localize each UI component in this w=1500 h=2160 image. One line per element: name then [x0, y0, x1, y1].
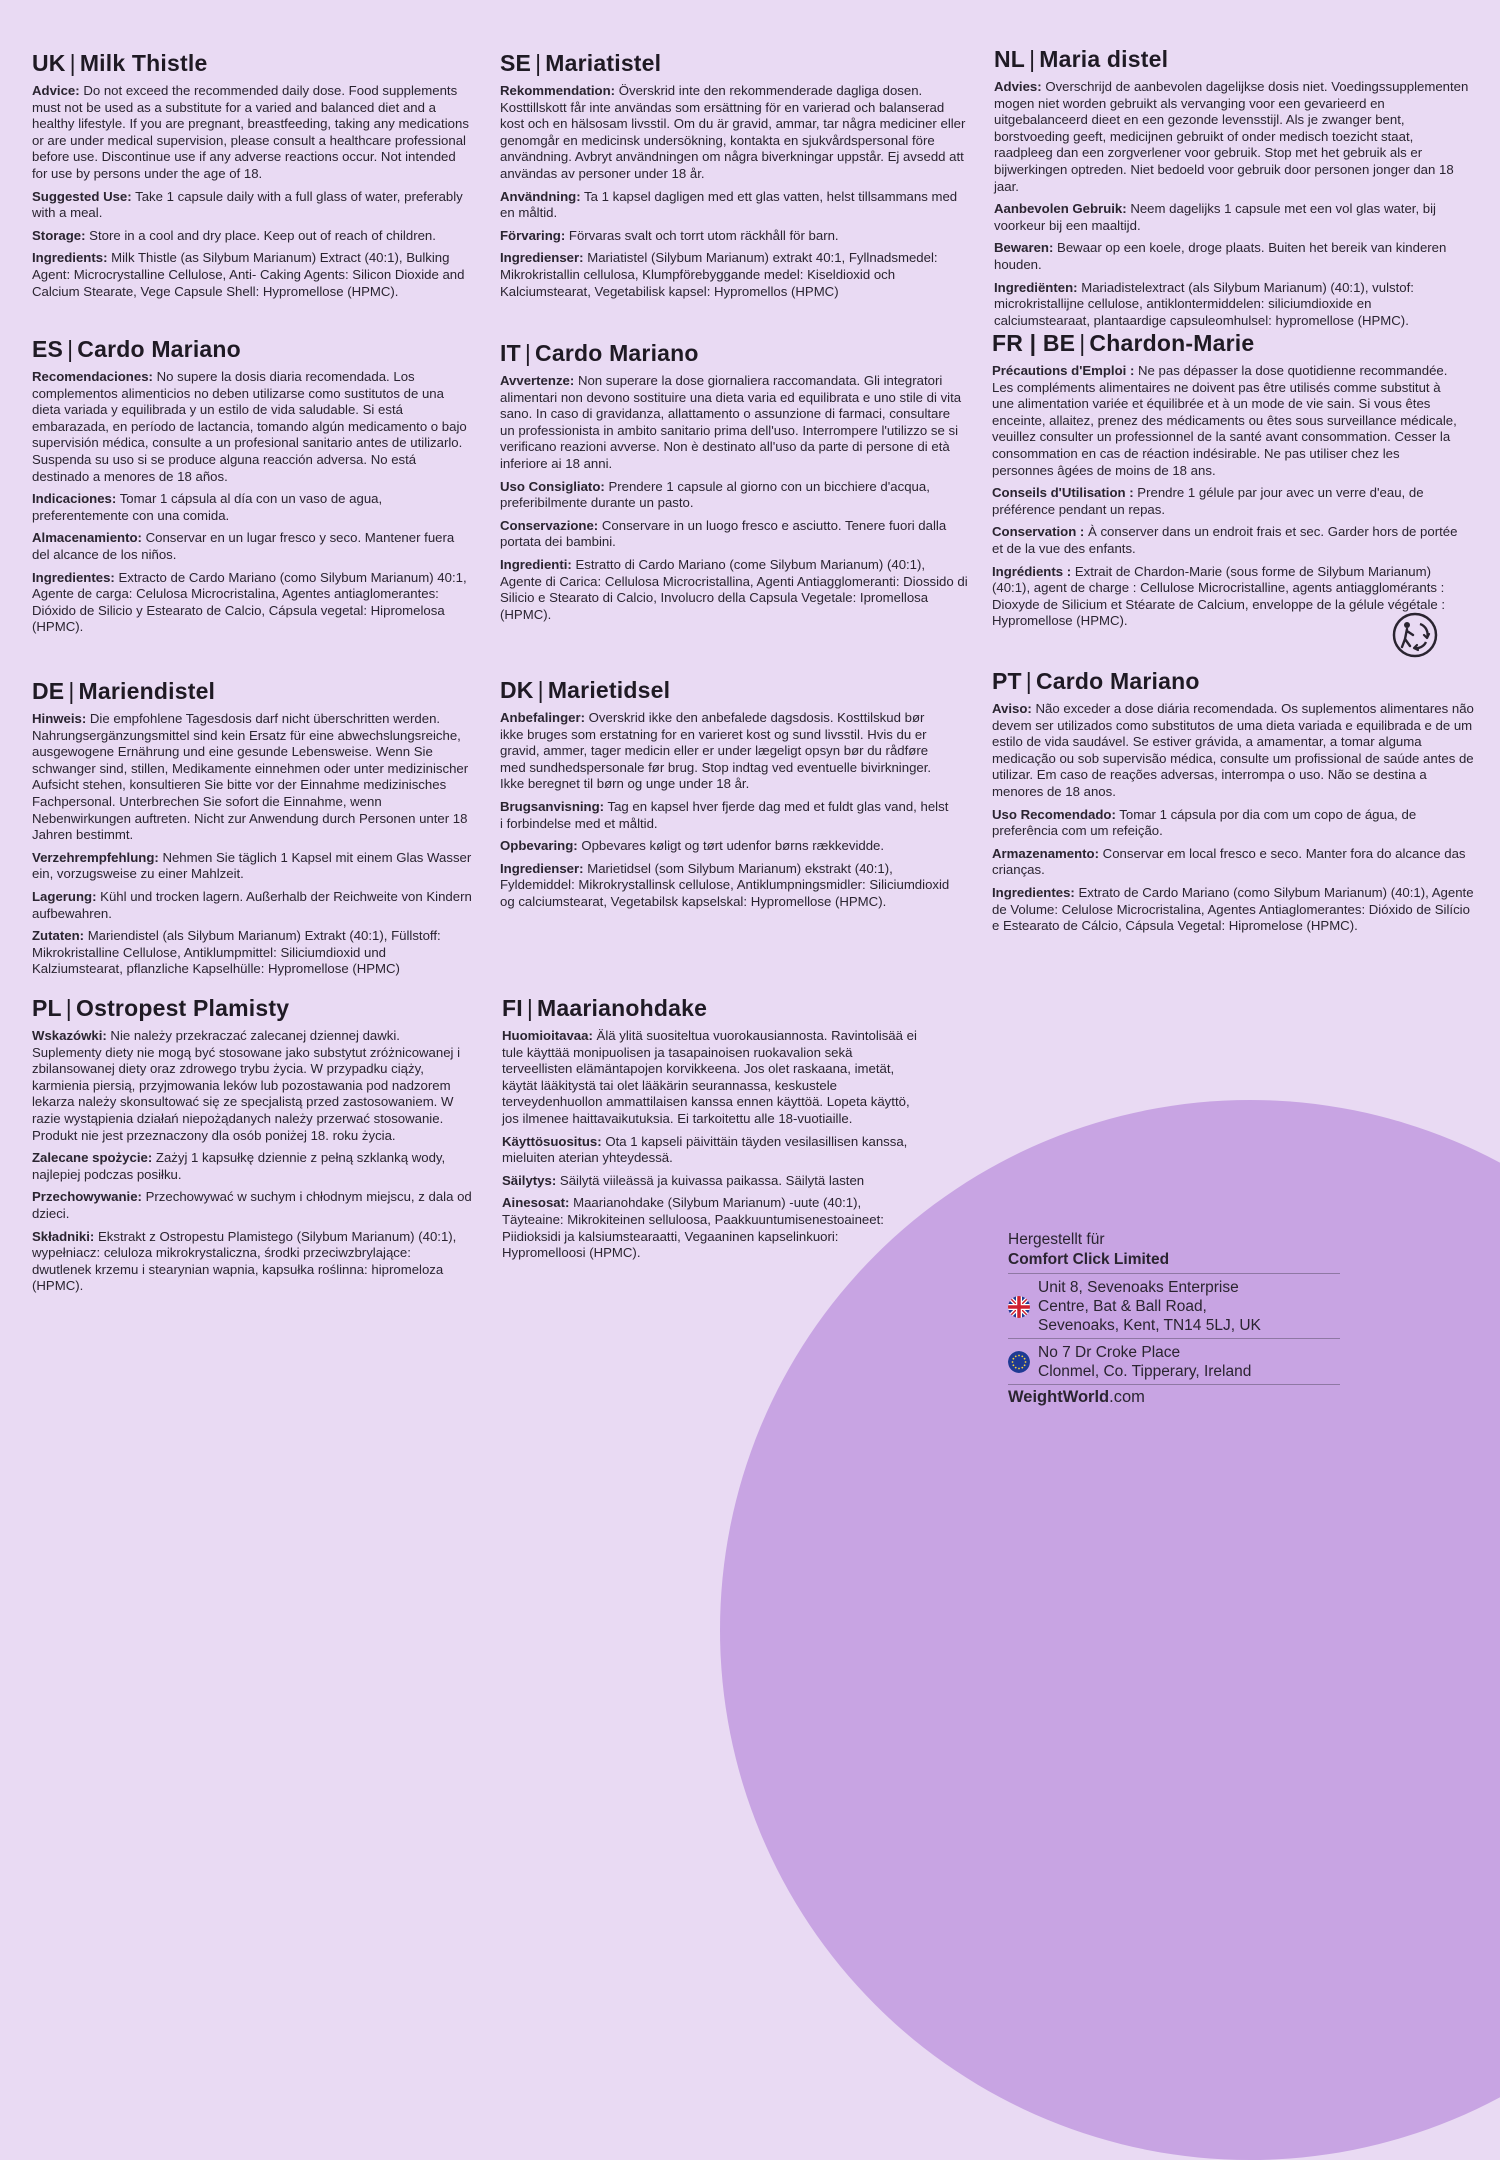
ie-address-row [1008, 1338, 1340, 1384]
section-pt [992, 668, 1477, 941]
paragraph [994, 201, 1469, 234]
paragraph-text: Estratto di Cardo Mariano (come Silybum Marianum) (40:1), Agente di Carica: Cellulosa Microcristallina, Agenti Antiagglomeranti: Diossido di Silicio e Stearato di Calcio, Involucro della Capsula Vegetale: Ipromellosa (HPMC). [500, 556, 968, 622]
paragraph-label: Recomendaciones: [32, 369, 153, 384]
paragraph [994, 240, 1469, 273]
uk-flag-icon [1008, 1296, 1030, 1318]
uk-address-line-3: Sevenoaks, Kent, TN14 5LJ, UK [1038, 1317, 1261, 1334]
company-name: Comfort Click Limited [1008, 1251, 1170, 1268]
paragraph-label: Käyttösuositus: [502, 1133, 602, 1149]
paragraph [32, 1150, 472, 1183]
country-code: NL [994, 46, 1026, 72]
paragraph [500, 518, 968, 551]
section-fr [992, 330, 1460, 636]
paragraph-label: Aanbevolen Gebruik: [994, 201, 1127, 217]
paragraph-text: Älä ylitä suositeltua vuorokausiannosta. Ravintolisää ei tule käyttää monipuolisen ja tasapainoisen ruokavalion sekä terveellisten elämäntapojen korvikkeena. Jos olet raskaana, imetät, käytät lääkitystä tai olet lääkärin seurannassa, keskustele terveydenhuollon ammattilaisen kanssa ennen käyttöä. Lopeta käyttö, jos ilmenee haittavaikutuksia. Ei tarkoitettu alle 18-vuotiaille. [502, 1028, 917, 1126]
product-name: Cardo Mariano [77, 336, 241, 362]
website-tld: .com [1109, 1388, 1145, 1406]
paragraph [500, 479, 968, 512]
paragraph-text: Marietidsel (som Silybum Marianum) ekstrakt (40:1), Fyldemiddel: Mikrokrystallinsk cellulose, Antiklumpningsmidler: Siliciumdioxid og calciumstearat, Vegetabilsk kapselskal: Hypromellose (HPMC). [500, 860, 950, 909]
paragraph-label: Ingredienser: [500, 860, 584, 876]
paragraph-text: Conservar em local fresco e seco. Manter fora do alcance das crianças. [992, 845, 1466, 878]
paragraph [500, 228, 968, 245]
paragraph [502, 1173, 917, 1190]
paragraph-text: Maarianohdake (Silybum Marianum) -uute (40:1), Täyteaine: Mikrokiteinen selluloosa, Paakkuuntumisenestoaineet: Piidioksidi ja kalsiumstearaatti, Vegaaninen kapselinkuori: Hypromelloosi (HPMC). [502, 1195, 884, 1261]
title-separator: | [537, 677, 544, 703]
paragraph [500, 557, 968, 623]
paragraph-text: Do not exceed the recommended daily dose. Food supplements must not be used as a substitute for a varied and balanced diet and a healthy lifestyle. If you are pregnant, breastfeeding, taking any medications or are under medical supervision, please consult a healthcare professional before use. Discontinue use if any adverse reactions occur. Not intended for use by persons under the age of 18. [32, 83, 469, 181]
paragraph-label: Wskazówki: [32, 1028, 107, 1043]
paragraph [32, 1189, 472, 1222]
paragraph-text: Prendere 1 capsule al giorno con un bicchiere d'acqua, preferibilmente durante un pasto. [500, 478, 930, 511]
paragraph-label: Användning: [500, 188, 581, 204]
paragraph-label: Säilytys: [502, 1172, 557, 1188]
paragraph-text: Não exceder a dose diária recomendada. Os suplementos alimentares não devem ser utilizados como substitutos de uma dieta variada e equilibrada e de um estilo de vida saudável. Se estiver grávida, a amamentar, a tomar alguma medicação ou sob supervisão médica, consulte um profissional de saúde antes de utilizar. Em caso de reações adversas, interrompa o uso. Não se destina a menores de 18 anos. [992, 701, 1474, 799]
section-dk [500, 677, 950, 917]
paragraph-text: Ta 1 kapsel dagligen med ett glas vatten, helst tillsammans med en måltid. [500, 188, 958, 221]
product-name: Cardo Mariano [1035, 668, 1200, 694]
country-code: IT [500, 340, 521, 366]
paragraph [32, 1229, 472, 1295]
paragraph-label: Avvertenze: [500, 373, 575, 388]
paragraph-text: Tomar 1 cápsula por dia com um copo de água, de preferência com um refeição. [992, 806, 1417, 839]
product-name: Ostropest Plamisty [75, 995, 290, 1021]
paragraph [992, 363, 1460, 479]
paragraph-label: Ingredientes: [992, 884, 1075, 900]
section-es [32, 336, 472, 642]
paragraph-label: Huomioitavaa: [502, 1028, 593, 1043]
paragraph-label: Ainesosat: [502, 1195, 570, 1211]
paragraph [502, 1134, 917, 1167]
paragraph-label: Zutaten: [32, 928, 85, 944]
paragraph [500, 83, 968, 183]
section-title [32, 995, 472, 1022]
paragraph-text: Bewaar op een koele, droge plaats. Buiten het bereik van kinderen houden. [994, 240, 1447, 272]
product-name: Maria distel [1039, 46, 1169, 72]
paragraph-text: Overskrid ikke den anbefalede dagsdosis. Kosttilskud bør ikke bruges som erstatning for en varieret kost og sund livsstil. Hvis du er gravid, ammer, tager medicin eller er under lægeligt opsyn bør du rådføre med sundhedspersonale før brug. Stop indtag ved eventuelle bivirkninger. Ikke beregnet til børn og unge under 18 år. [500, 710, 932, 792]
title-separator: | [69, 50, 76, 76]
paragraph-label: Advice: [32, 83, 80, 98]
paragraph-text: Extracto de Cardo Mariano (como Silybum Marianum) 40:1, Agente de carga: Celulosa Microcristalina, Agentes antiaglomerantes: Dióxido de Silicio y Estearato de Calcio, Cápsula vegetal: Hipromelosa (HPMC). [32, 569, 467, 635]
title-separator: | [524, 340, 532, 366]
paragraph [32, 250, 472, 300]
product-name: Cardo Mariano [535, 340, 699, 366]
paragraph [500, 861, 950, 911]
section-uk [32, 50, 472, 306]
paragraph-label: Przechowywanie: [32, 1189, 142, 1205]
title-separator: | [1079, 330, 1086, 356]
paragraph [32, 83, 472, 183]
country-code: DK [500, 677, 534, 703]
country-code: SE [500, 50, 532, 76]
section-title [992, 668, 1477, 695]
paragraph-text: Ne pas dépasser la dose quotidienne recommandée. Les compléments alimentaires ne doivent pas être utilisés comme substitut à une alimentation variée et équilibrée et à un mode de vie sain. Si vous êtes enceinte, allaitez, prenez des médicaments ou êtes sous surveillance médicale, veuillez consulter un professionnel de la santé avant consommation. Cesser la consommation en cas de réaction indésirable. Ne pas utiliser chez les personnes âgées de moins de 18 ans. [992, 363, 1457, 478]
manufacturer-footer [1008, 1230, 1340, 1407]
section-title [992, 330, 1460, 357]
uk-address-row [1008, 1273, 1340, 1338]
paragraph [992, 564, 1460, 630]
country-code: PT [992, 668, 1022, 694]
paragraph-label: Opbevaring: [500, 838, 578, 854]
paragraph-label: Förvaring: [500, 227, 566, 243]
paragraph-text: Milk Thistle (as Silybum Marianum) Extract (40:1), Bulking Agent: Microcrystalline Cellulose, Anti- Caking Agents: Silicon Dioxide and Calcium Stearate, Vege Capsule Shell: Hypromellose (HPMC). [32, 250, 465, 299]
country-code: FI [502, 995, 523, 1021]
title-separator: | [68, 678, 75, 704]
paragraph-label: Lagerung: [32, 888, 97, 904]
paragraph-text: Nie należy przekraczać zalecanej dziennej dawki. Suplementy diety nie mogą być stosowane jako substytut zróżnicowanej i zbilansowanej diety oraz zdrowego trybu życia. W przypadku ciąży, karmienia piersią, przyjmowania leków lub pozostawania pod nadzorem lekarza należy skonsultować się ze specjalistą przed zastosowaniem. W razie wystąpienia działań niepożądanych należy przerwać stosowanie. Produkt nie jest przeznaczony dla osób poniżej 18. roku życia. [32, 1028, 461, 1143]
ie-address-line-2: Clonmel, Co. Tipperary, Ireland [1038, 1363, 1252, 1380]
paragraph [500, 710, 950, 793]
paragraph-label: Indicaciones: [32, 491, 117, 507]
paragraph-label: Suggested Use: [32, 188, 132, 204]
paragraph-text: Mariatistel (Silybum Marianum) extrakt 40:1, Fyllnadsmedel: Mikrokristallin cellulosa, Klumpförebyggande medel: Kiseldioxid och Kalciumstearat, Vegetabilisk kapsel: Hypromellos (HPMC) [500, 250, 938, 299]
uk-address-line-2: Centre, Bat & Ball Road, [1038, 1298, 1207, 1315]
product-name: Mariatistel [545, 50, 662, 76]
paragraph-text: Opbevares køligt og tørt udenfor børns rækkevidde. [581, 838, 885, 854]
paragraph-label: Ingredientes: [32, 569, 115, 585]
paragraph-text: Conservare in un luogo fresco e asciutto. Tenere fuori dalla portata dei bambini. [500, 517, 947, 550]
title-separator: | [1025, 668, 1032, 694]
paragraph-label: Ingredienti: [500, 556, 572, 572]
paragraph-text: Ekstrakt z Ostropestu Plamistego (Silybum Marianum) (40:1), wypełniacz: celuloza mikrokrystaliczna, środki przeciwzbrylające: dwutlenek krzemu i stearynian wapnia, kapsułka roślinna: hipromeloza (HPMC). [32, 1228, 457, 1294]
paragraph-label: Ingredients: [32, 250, 108, 266]
paragraph [500, 189, 968, 222]
paragraph-text: Mariadistelextract (als Silybum Marianum) (40:1), vulstof: microkristallijne cellulose, antiklontermiddelen: siliciumdioxide en calciumstearaat, plantaardige capsuleomhulsel: hypromellose (HPMC). [994, 279, 1414, 328]
paragraph-text: Prendre 1 gélule par jour avec un verre d'eau, de préférence pendant un repas. [992, 485, 1424, 517]
paragraph [992, 846, 1477, 879]
product-name: Marietidsel [547, 677, 671, 703]
paragraph [992, 885, 1477, 935]
paragraph-label: Advies: [994, 79, 1042, 94]
paragraph [994, 79, 1469, 195]
paragraph [32, 928, 472, 978]
paragraph [32, 491, 472, 524]
paragraph-text: Przechowywać w suchym i chłodnym miejscu, z dala od dzieci. [32, 1189, 472, 1221]
section-se [500, 50, 968, 306]
paragraph [500, 838, 950, 855]
section-title [500, 677, 950, 704]
paragraph [502, 1195, 917, 1261]
paragraph-label: Hinweis: [32, 711, 87, 726]
paragraph [992, 524, 1460, 557]
section-pl [32, 995, 472, 1301]
paragraph-label: Ingrédients : [992, 563, 1072, 579]
section-nl [994, 46, 1469, 335]
section-fi [502, 995, 917, 1268]
paragraph-label: Conservazione: [500, 517, 599, 533]
section-de [32, 678, 472, 984]
country-code: PL [32, 995, 62, 1021]
paragraph-text: Säilytä viileässä ja kuivassa paikassa. Säilytä lasten [559, 1172, 865, 1188]
paragraph-label: Aviso: [992, 701, 1032, 716]
paragraph-text: Die empfohlene Tagesdosis darf nicht überschritten werden. Nahrungsergänzungsmittel sind kein Ersatz für eine abwechslungsreiche, ausgewogene Ernährung und eine gesunde Lebensweise. Wenn Sie schwanger sind, stillen, Medikamente einnehmen oder unter medizinischer Aufsicht stehen, konsultieren Sie bitte vor der Einnahme medizinisches Fachpersonal. Unterbrechen Sie sofort die Einnahme, wenn Nebenwirkungen auftreten. Nicht zur Anwendung durch Personen unter 18 Jahren bestimmt. [32, 711, 469, 843]
section-title [32, 50, 472, 77]
paragraph-text: Overschrijd de aanbevolen dagelijkse dosis niet. Voedingssupplementen mogen niet worden gebruikt als vervanging voor een gevarieerd en uitgebalanceerd dieet en een gezonde levensstijl. Als je zwanger bent, borstvoeding geeft, medicijnen gebruikt of onder medisch toezicht staat, raadpleeg dan een zorgverlener voor gebruik. Stop met het gebruik als er bijwerkingen optreden. Niet bedoeld voor gebruik door personen jonger dan 18 jaar. [994, 79, 1469, 194]
section-title [500, 50, 968, 77]
paragraph-text: Neem dagelijks 1 capsule met een vol glas water, bij voorkeur bij een maaltijd. [994, 201, 1436, 233]
paragraph-text: No supere la dosis diaria recomendada. Los complementos alimenticios no deben utilizarse como sustitutos de una dieta variada y equilibrada y un estilo de vida saludable. Si está embarazada, en período de lactancia, tomando algún medicamento o bajo supervisión médica, consulte a un profesional sanitario antes de utilizarlo. Suspenda su uso si se produce alguna reacción adversa. No está destinado a menores de 18 años. [32, 369, 467, 484]
paragraph-text: Zażyj 1 kapsułkę dziennie z pełną szklanką wody, najlepiej podczas posiłku. [32, 1150, 446, 1182]
paragraph [994, 280, 1469, 330]
made-for-label: Hergestellt für [1008, 1231, 1105, 1248]
paragraph-label: Ingredienser: [500, 250, 584, 266]
paragraph [500, 373, 968, 473]
paragraph [32, 570, 472, 636]
title-separator: | [1029, 46, 1036, 72]
paragraph-label: Armazenamento: [992, 845, 1099, 861]
paragraph [32, 889, 472, 922]
paragraph [992, 485, 1460, 518]
paragraph-text: Ota 1 kapseli päivittäin täyden vesilasillisen kanssa, mieluiten aterian yhteydessä. [502, 1133, 908, 1166]
website-link[interactable] [1008, 1384, 1340, 1407]
paragraph-label: Almacenamiento: [32, 530, 142, 546]
product-name: Chardon-Marie [1089, 330, 1255, 356]
paragraph [992, 807, 1477, 840]
paragraph [992, 701, 1477, 801]
section-title [500, 340, 968, 367]
paragraph-label: Verzehrempfehlung: [32, 849, 159, 865]
title-separator: | [535, 50, 542, 76]
paragraph-text: Överskrid inte den rekommenderade dagliga dosen. Kosttillskott får inte användas som ersättning för en varierad och balanserad kost och en hälsosam livsstil. Om du är gravid, ammar, tar några mediciner eller genomgår en medicinsk undersökning, kontakta en sjukvårdspersonal före användning. Avbryt användningen om några biverkningar uppstår. Ej avsedd att användas av personer under 18 år. [500, 83, 966, 181]
paragraph-text: Take 1 capsule daily with a full glass of water, preferably with a meal. [32, 188, 463, 221]
paragraph [32, 228, 472, 245]
paragraph-label: Storage: [32, 227, 86, 243]
paragraph [500, 799, 950, 832]
paragraph-label: Rekommendation: [500, 83, 616, 98]
title-separator: | [67, 336, 74, 362]
title-separator: | [65, 995, 72, 1021]
paragraph [502, 1028, 917, 1128]
paragraph-text: Tag en kapsel hver fjerde dag med et fuldt glas vand, helst i forbindelse med et måltid. [500, 798, 949, 831]
paragraph-text: Non superare la dose giornaliera raccomandata. Gli integratori alimentari non devono sostituire una dieta varia ed equilibrata e uno stile di vita sano. In caso di gravidanza, allattamento o assunzione di farmaci, consultare un professionista in ambito sanitario prima dell'uso. Interrompere l'utilizzo se si verificano reazioni avverse. Non è destinato all'uso da parte di persone di età inferiore ai 18 anni. [500, 373, 962, 471]
paragraph-text: Nehmen Sie täglich 1 Kapsel mit einem Glas Wasser ein, vorzugsweise zu einer Mahlzeit. [32, 849, 472, 882]
paragraph-text: Mariendistel (als Silybum Marianum) Extrakt (40:1), Füllstoff: Mikrokristalline Cellulose, Antiklumpmittel: Siliciumdioxid und Kalziumstearat, pflanzliche Kapselhülle: Hypromellose (HPMC) [32, 928, 441, 977]
paragraph-label: Bewaren: [994, 240, 1054, 256]
section-title [994, 46, 1469, 73]
paragraph-label: Ingrediënten: [994, 279, 1078, 295]
section-title [32, 336, 472, 363]
paragraph-text: Extrait de Chardon-Marie (sous forme de Silybum Marianum) (40:1), agent de charge : Cellulose Microcristalline, agents antiagglomérants : Dioxyde de Silicium et Stéarate de Calcium, enveloppe de la gélule végétale : Hypromellose (HPMC). [992, 563, 1446, 629]
paragraph [32, 850, 472, 883]
product-name: Mariendistel [78, 678, 216, 704]
country-code: FR | BE [992, 330, 1076, 356]
paragraph [32, 189, 472, 222]
title-separator: | [526, 995, 534, 1021]
country-code: DE [32, 678, 65, 704]
paragraph-label: Conseils d'Utilisation : [992, 485, 1134, 501]
country-code: ES [32, 336, 64, 362]
paragraph-text: Förvaras svalt och torrt utom räckhåll för barn. [568, 227, 839, 243]
paragraph-text: À conserver dans un endroit frais et sec. Garder hors de portée et de la vue des enfants. [992, 524, 1458, 556]
paragraph-label: Uso Recomendado: [992, 806, 1116, 822]
paragraph [32, 711, 472, 844]
paragraph-label: Anbefalinger: [500, 710, 585, 725]
paragraph-text: Tomar 1 cápsula al día con un vaso de agua, preferentemente con una comida. [32, 491, 383, 523]
section-it [500, 340, 968, 629]
paragraph-label: Zalecane spożycie: [32, 1150, 153, 1166]
paragraph-text: Extrato de Cardo Mariano (como Silybum Marianum) (40:1), Agente de Volume: Celulose Microcristalina, Agentes Antiaglomerantes: Dióxido de Silício e Estearato de Cálcio, Cápsula Vegetal: Hipromelose (HPMC). [992, 884, 1474, 934]
uk-address-line-1: Unit 8, Sevenoaks Enterprise [1038, 1279, 1239, 1296]
product-name: Milk Thistle [79, 50, 208, 76]
paragraph-label: Précautions d'Emploi : [992, 363, 1135, 378]
paragraph [32, 1028, 472, 1144]
country-code: UK [32, 50, 66, 76]
ie-address-line-1: No 7 Dr Croke Place [1038, 1344, 1181, 1361]
paragraph-label: Conservation : [992, 524, 1085, 540]
website-brand: WeightWorld [1008, 1388, 1110, 1406]
paragraph-text: Store in a cool and dry place. Keep out of reach of children. [89, 227, 436, 243]
section-title [32, 678, 472, 705]
paragraph-label: Składniki: [32, 1228, 95, 1244]
paragraph-text: Conservar en un lugar fresco y seco. Mantener fuera del alcance de los niños. [32, 530, 455, 562]
paragraph-label: Uso Consigliato: [500, 478, 605, 494]
paragraph [500, 250, 968, 300]
paragraph-label: Brugsanvisning: [500, 798, 605, 814]
section-title [502, 995, 917, 1022]
triman-recycle-icon [1392, 612, 1438, 658]
eu-flag-icon [1008, 1351, 1030, 1373]
paragraph [32, 369, 472, 485]
paragraph [32, 530, 472, 563]
paragraph-text: Kühl und trocken lagern. Außerhalb der Reichweite von Kindern aufbewahren. [32, 888, 472, 921]
product-name: Maarianohdake [537, 995, 708, 1021]
